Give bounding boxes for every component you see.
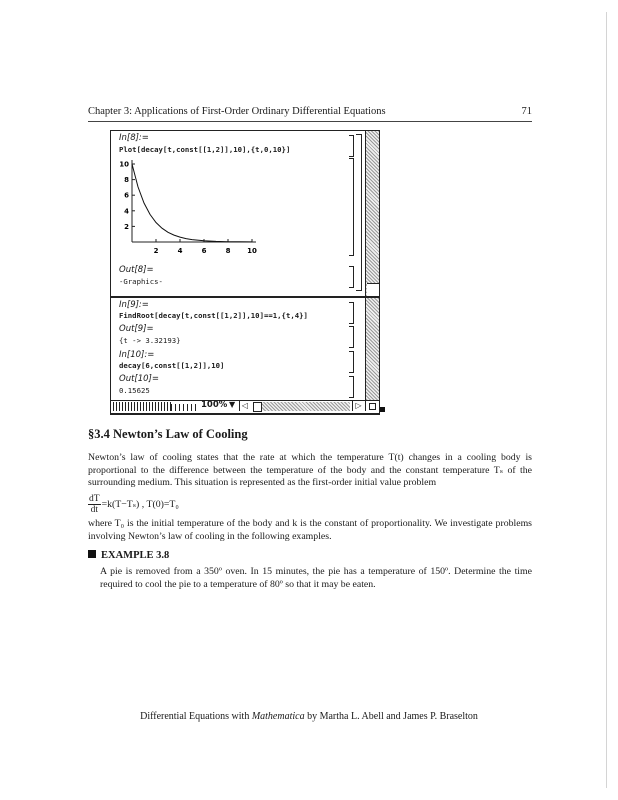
eq-rhs: =k(T−Tₛ) , T(0)=T₀ [101,499,179,510]
vertical-scrollbar[interactable] [365,131,379,296]
scroll-corner[interactable] [367,283,379,296]
cooling-equation [88,494,179,515]
example-square-icon [88,550,96,558]
derivative-fraction [88,494,101,515]
cell-group-bracket[interactable] [356,134,362,291]
out8-label: Out[8]= [119,265,154,275]
notebook-window-findroot[interactable] [110,297,380,415]
out10-label: Out[10]= [119,374,159,384]
in8-label: In[8]:= [119,133,149,143]
cell-bracket-graphic[interactable] [349,158,354,256]
y-tick-label: 8 [124,176,129,185]
cell-bracket-out10[interactable] [349,376,354,398]
x-tick-label: 10 [247,247,257,255]
example-text: A pie is removed from a 350º oven. In 15 minutes, the pie has a temperature of 150º. Determine the time required to cool the pie to a temperature of 80º so that it may be eaten. [100,566,532,590]
out9-label: Out[9]= [119,324,154,334]
footer-text-after: by Martha L. Abell and James P. Braselton [304,711,478,722]
window-grow-icon[interactable] [365,401,378,411]
in8-code[interactable]: Plot[decay[t,const[[1,2]],10],{t,0,10}] [119,145,291,154]
footer-text-before: Differential Equations with [140,711,252,722]
scroll-right-icon[interactable]: ▷ [352,401,364,411]
y-tick-label: 4 [124,207,129,216]
y-tick-label: 10 [119,160,129,169]
page-number: 71 [521,106,532,117]
horizontal-scroll-thumb[interactable] [253,402,262,412]
x-tick-label: 6 [201,247,207,255]
eq-numerator: dT [89,494,100,504]
ruler-ticks-fine [171,404,199,411]
cell-bracket-in8[interactable] [349,135,354,157]
zoom-dropdown-icon[interactable]: ▼ [229,400,236,409]
footer-italic: Mathematica [251,711,305,722]
section-title: §3.4 Newton’s Law of Cooling [88,427,248,441]
vertical-scrollbar-2[interactable] [365,298,379,414]
cell-bracket-out8[interactable] [349,266,354,288]
eq-denominator: dt [90,505,98,515]
in9-code[interactable]: FindRoot[decay[t,const[[1,2]],10]==1,{t,4}] [119,311,308,320]
example-heading-text: EXAMPLE 3.8 [101,550,170,561]
horizontal-scrollbar[interactable] [253,402,350,411]
ruler-ticks [113,402,171,411]
example-heading [88,550,169,561]
out8-value: -Graphics- [119,277,163,286]
x-tick-label: 2 [153,247,159,255]
out10-value: 0.15625 [119,386,150,395]
y-tick-label: 2 [124,222,129,231]
decay-plot [118,156,258,256]
notebook-status-bar [110,400,380,414]
header-rule [88,121,532,122]
paragraph-where: where T₀ is the initial temperature of the body and k is the constant of proportionality. We investigate problems involving Newton’s law of cooling in the following examples. [88,518,532,542]
out9-value: {t -> 3.32193} [119,336,181,345]
decay-curve-line [132,164,252,242]
in10-code[interactable]: decay[6,const[[1,2]],10] [119,361,225,370]
cell-bracket-out9[interactable] [349,326,354,348]
y-tick-label: 6 [124,191,129,200]
running-head-title: Chapter 3: Applications of First-Order Ordinary Differential Equations [88,106,386,117]
cell-bracket-in10[interactable] [349,351,354,373]
zoom-level[interactable]: 100% [201,400,228,410]
x-tick-label: 4 [177,247,183,255]
paragraph-cooling-law: Newton’s law of cooling states that the rate at which the temperature T(t) changes in a cooling body is proportional to the difference between the temperature of the body and the constant temperature Tₛ of the surrounding medium. This situation is represented as the first-order initial value problem [88,452,532,488]
end-marker-icon [380,407,385,412]
x-tick-label: 8 [225,247,231,255]
scroll-left-icon[interactable]: ◁ [239,401,250,411]
page-edge-line [606,12,607,788]
in9-label: In[9]:= [119,300,149,310]
in10-label: In[10]:= [119,350,155,360]
page-footer [0,711,618,722]
cell-bracket-in9[interactable] [349,302,354,324]
